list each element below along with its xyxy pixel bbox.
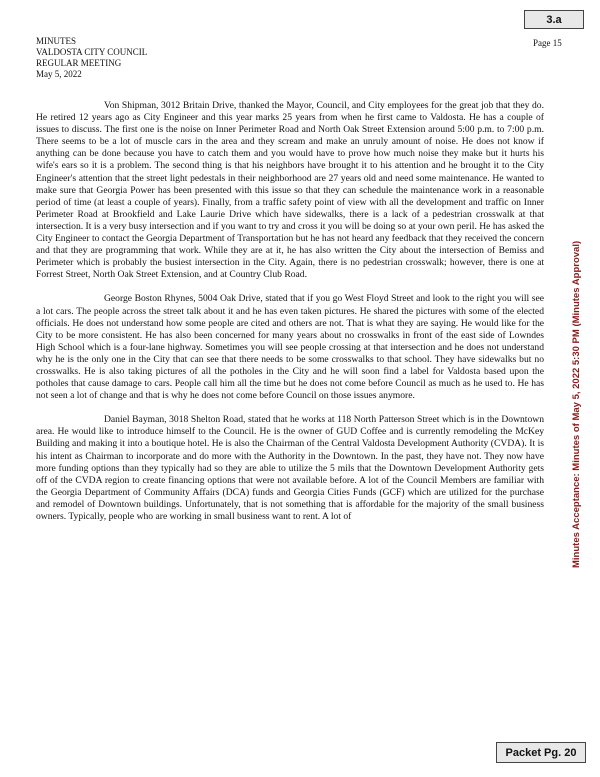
agenda-item-badge: 3.a <box>524 10 584 29</box>
page-number: Page 15 <box>533 38 562 48</box>
minutes-acceptance-text: Minutes Acceptance: Minutes of May 5, 2022 5:30 PM (Minutes Approval) <box>571 240 582 568</box>
minutes-header <box>36 36 147 80</box>
paragraph-george-rhynes: George Boston Rhynes, 5004 Oak Drive, stated that if you go West Floyd Street and look to the right you will see a lot cars. The people across the street talk about it and he has even taken pictures. He shared the pictures with some of the elected officials. He does not understand how some people are cited and others are not. That is what they are saying. He would like for the City to be more consistent. He has also been concerned for many years about no crosswalks in front of the east side of Lowndes High School which is a four-lane highway. Sometimes you will see people crossing at that intersection and he does not understand why he is the only one in the City that can see that there needs to be some crosswalks to that school. They have sidewalks but no crosswalks. He is also taking pictures of all the potholes in the City and he will soon find a label for Valdosta based upon the potholes that cause damage to cars. People call him all the time but he does not come before Council as much as he used to. He has not seen a lot of change and that is why he does not come before Council on those issues anymore. <box>36 293 544 402</box>
paragraph-von-shipman: Von Shipman, 3012 Britain Drive, thanked the Mayor, Council, and City employees for the great job that they do. He retired 12 years ago as City Engineer and this year marks 25 years from when he first came to Valdosta. He has a couple of issues to discuss. The first one is the noise on Inner Perimeter Road and North Oak Street Extension around 5:00 p.m. to 7:00 p.m. There seems to be a lot of muscle cars in the area and they scream and make an unruly amount of noise. He does not know if anything can be done because you have to catch them and you would have to prove how much noise they make but it hurts his wife's ears so it is a problem. The second thing is that his neighbors have brought it to his attention and he brought it to the City Engineer's attention that the street light pedestals in their neighborhood are 27 years old and need some maintenance. He wanted to make sure that Georgia Power has been presented with this issue so that they can schedule the maintenance work in a reasonable period of time (at least a couple of years). Finally, from a traffic safety point of view with all the development and traffic on Inner Perimeter Road at Brookfield and Lake Laurie Drive which have sidewalks, there is a lack of a pedestrian crosswalk at that intersection. It is a very busy intersection and if you want to try and cross it you will be doing so at your own peril. He has asked the City Engineer to contact the Georgia Department of Transportation but he has not heard any feedback that they received the concern and that they are programming that work. While they are at it, he has also written the City about the intersection of Bemiss and Perimeter which is probably the busiest intersection in the City. Again, there is no pedestrian crosswalk; however, there is one at Forrest Street, North Oak Street Extension, and at Country Club Road. <box>36 100 544 281</box>
minutes-body <box>36 100 544 535</box>
header-line-minutes: MINUTES <box>36 36 76 46</box>
header-line-meeting: REGULAR MEETING <box>36 58 122 68</box>
paragraph-daniel-bayman: Daniel Bayman, 3018 Shelton Road, stated that he works at 118 North Patterson Street which is in the Downtown area. He would like to introduce himself to the Council. He is the owner of GUD Coffee and is currently remodeling the McKey Building and making it into a boutique hotel. He is also the Chairman of the Central Valdosta Development Authority (CVDA). It is his intent as Chairman to incorporate and do more with the Authority in the Downtown. In the past, they have not. They now have more funding options than they typically had so they are able to utilize the 5 mils that the Downtown Development Authority gets off of the CVDA region to create financing options that were not available before. A lot of the Council Members are familiar with the Georgia Department of Community Affairs (DCA) funds and Georgia Cities Funds (GCF) which are utilized for the purchase and remodel of Downtown buildings. Unfortunately, that is not something that is affordable for the majority of the small business owners. Typically, people who are working in small business want to rent. A lot of <box>36 414 544 522</box>
packet-page-badge: Packet Pg. 20 <box>496 742 586 763</box>
header-line-council: VALDOSTA CITY COUNCIL <box>36 47 148 57</box>
header-line-date: May 5, 2022 <box>36 69 82 79</box>
